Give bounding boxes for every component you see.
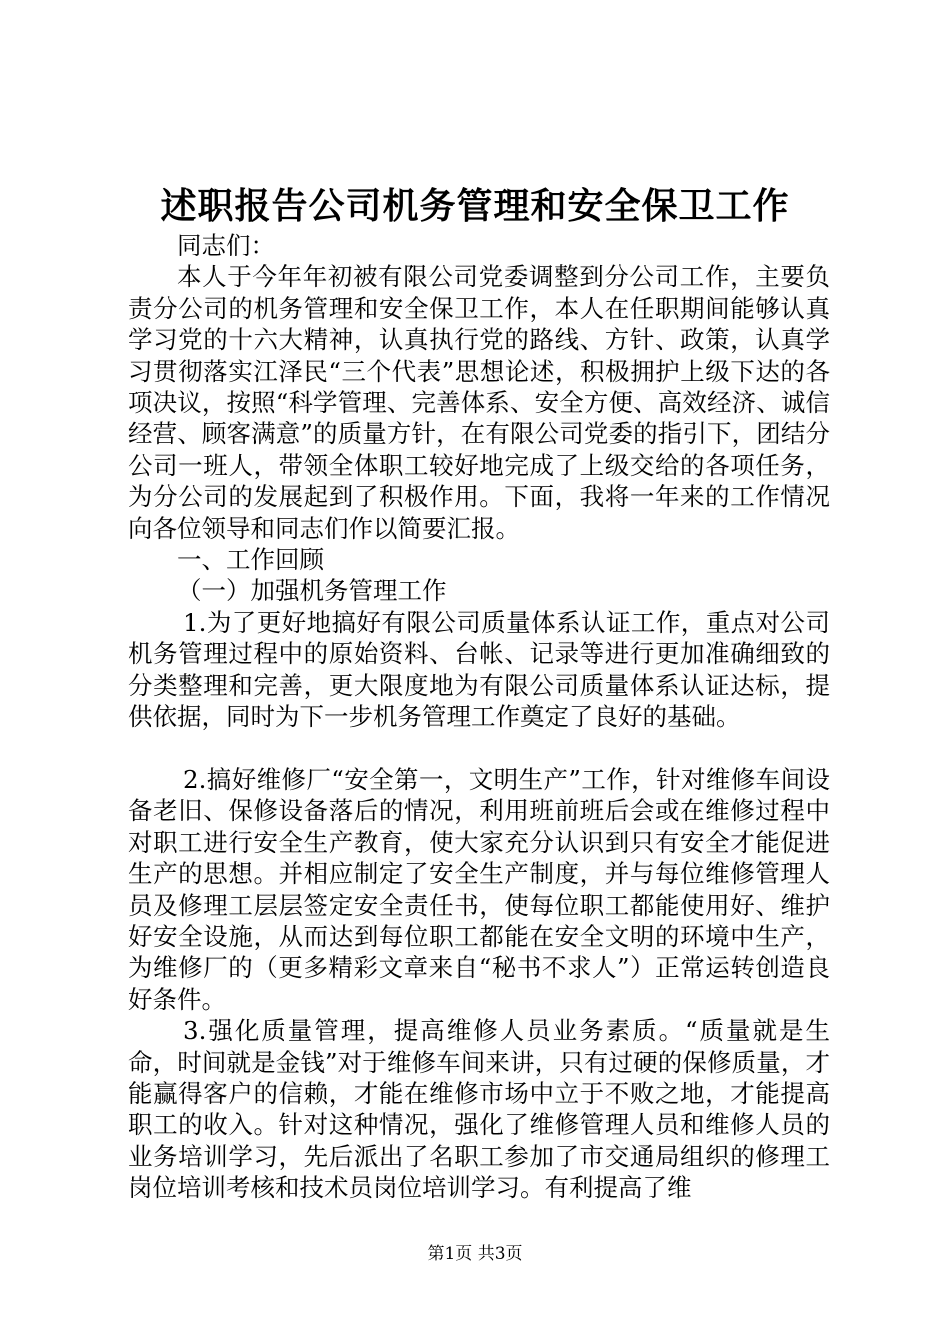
intro-paragraph: 本人于今年年初被有限公司党委调整到分公司工作，主要负责分公司的机务管理和安全保卫工作，本人在任职期间能够认真学习党的十六大精神，认真执行党的路线、方针、政策，认真学习贯彻落实江泽民“三个代表”思想论述，积极拥护上级下达的各项决议，按照“科学管理、完善体系、安全方便、高效经济、诚信经营、顾客满意”的质量方针，在有限公司党委的指引下，团结分公司一班人，带领全体职工较好地完成了上级交给的各项任务，为分公司的发展起到了积极作用。下面，我将一年来的工作情况向各位领导和同志们作以简要汇报。 bbox=[128, 262, 830, 543]
document-title: 述职报告公司机务管理和安全保卫工作 bbox=[160, 185, 790, 227]
item-paragraph-1: 1.为了更好地搞好有限公司质量体系认证工作，重点对公司机务管理过程中的原始资料、台帐、记录等进行更加准确细致的分类整理和完善，更大限度地为有限公司质量体系认证达标，提供依据，同时为下一步机务管理工作奠定了良好的基础。 bbox=[128, 607, 830, 732]
document-body bbox=[128, 230, 830, 1204]
section-heading: 一、工作回顾 bbox=[177, 545, 324, 575]
paragraph-spacer bbox=[128, 733, 830, 764]
salutation: 同志们： bbox=[177, 231, 275, 260]
item-paragraph-3: 3.强化质量管理，提高维修人员业务素质。“质量就是生命，时间就是金钱”对于维修车间来讲，只有过硬的保修质量，才能赢得客户的信赖，才能在维修市场中立于不败之地，才能提高职工的收入。针对这种情况，强化了维修管理人员和维修人员的业务培训学习，先后派出了名职工参加了市交通局组织的修理工岗位培训考核和技术员岗位培训学习。有利提高了维 bbox=[128, 1016, 830, 1203]
page-footer: 第1页 共3页 bbox=[427, 1244, 523, 1264]
item-paragraph-2: 2.搞好维修厂“安全第一，文明生产”工作，针对维修车间设备老旧、保修设备落后的情况，利用班前班后会或在维修过程中对职工进行安全生产教育，使大家充分认识到只有安全才能促进生产的思想。并相应制定了安全生产制度，并与每位维修管理人员及修理工层层签定安全责任书，使每位职工都能使用好、维护好安全设施，从而达到每位职工都能在安全文明的环境中生产，为维修厂的（更多精彩文章来自“秘书不求人”）正常运转创造良好条件。 bbox=[128, 764, 830, 1014]
subsection-heading: （一）加强机务管理工作 bbox=[177, 576, 447, 606]
